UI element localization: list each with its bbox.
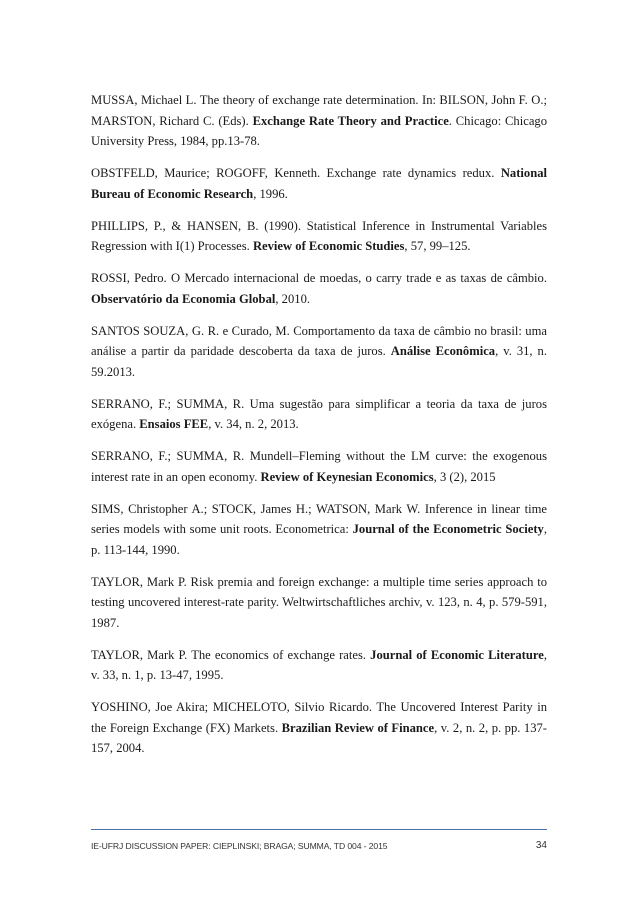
footer-divider (91, 829, 547, 830)
reference-source-title: Journal of Economic Literature (370, 647, 544, 662)
reference-source-title: Observatório da Economia Global (91, 291, 276, 306)
reference-text: , v. 2, n. 2, p. pp. 137-157, 2004. (91, 720, 547, 755)
reference-source-title: Ensaios FEE (139, 417, 209, 431)
reference-entry (91, 394, 547, 435)
reference-text: , v. 33, n. 1, p. 13-47, 1995. (91, 647, 547, 682)
reference-text: OBSTFELD, Maurice; ROGOFF, Kenneth. Exchange rate dynamics redux. (91, 166, 501, 180)
reference-source-title: National Bureau of Economic Research (91, 166, 547, 201)
reference-text: SIMS, Christopher A.; STOCK, James H.; WATSON, Mark W. Inference in linear time series models with some unit roots. Econometrica: (91, 501, 547, 536)
reference-text: , 2010. (275, 291, 311, 306)
reference-text: , 57, 99–125. (404, 239, 471, 253)
reference-source-title: Review of Economic Studies (252, 239, 405, 253)
reference-entry (91, 321, 547, 383)
reference-text: SERRANO, F.; SUMMA, R. Mundell–Fleming without the LM curve: the exogenous interest rate in an open economy. (91, 449, 547, 484)
reference-entry (91, 499, 547, 561)
reference-text: , 1996. (253, 186, 288, 201)
reference-text: ROSSI, Pedro. O Mercado internacional de moedas, o carry trade e as taxas de câmbio. (91, 271, 547, 285)
reference-source-title: Exchange Rate Theory and Practice (252, 113, 449, 128)
reference-entry (91, 572, 547, 634)
reference-text: MUSSA, Michael L. The theory of exchange rate determination. In: BILSON, John F. O.; MARSTON, Richard C. (Eds). (91, 93, 547, 128)
reference-entry (91, 446, 547, 487)
reference-entry (91, 697, 547, 759)
reference-source-title: Review of Keynesian Economics (260, 469, 434, 484)
reference-text: TAYLOR, Mark P. The economics of exchange rates. (91, 647, 371, 662)
reference-entry (91, 163, 547, 204)
reference-source-title: Brazilian Review of Finance (281, 720, 435, 735)
reference-list (91, 90, 547, 770)
reference-text: SANTOS SOUZA, G. R. e Curado, M. Comportamento da taxa de câmbio no brasil: uma análise a partir da paridade descoberta da taxa de juros. (91, 323, 547, 358)
reference-text: . Chicago: Chicago University Press, 1984, pp.13-78. (91, 113, 548, 148)
reference-text: , 3 (2), 2015 (433, 469, 496, 484)
reference-text: , v. 34, n. 2, 2013. (208, 417, 299, 431)
reference-entry (91, 216, 547, 257)
reference-entry (91, 268, 547, 309)
reference-entry (91, 90, 547, 152)
page-number: 34 (535, 840, 547, 851)
reference-text: PHILLIPS, P., & HANSEN, B. (1990). Statistical Inference in Instrumental Variables Regression with I(1) Processes. (91, 218, 547, 253)
reference-text: SERRANO, F.; SUMMA, R. Uma sugestão para simplificar a teoria da taxa de juros exógena. (91, 396, 547, 431)
reference-text: , v. 31, n. 59.2013. (91, 344, 547, 379)
reference-text: YOSHINO, Joe Akira; MICHELOTO, Silvio Ricardo. The Uncovered Interest Parity in the Foreign Exchange (FX) Markets. (91, 700, 547, 735)
reference-source-title: Journal of the Econometric Society (352, 522, 544, 536)
reference-text: TAYLOR, Mark P. Risk premia and foreign exchange: a multiple time series approach to testing uncovered interest-rate parity. Weltwirtschaftliches archiv, v. 123, n. 4, p. 579-591, 1987. (91, 574, 547, 630)
reference-source-title: Análise Econômica (390, 344, 496, 358)
reference-text: , p. 113-144, 1990. (91, 522, 548, 557)
reference-entry (91, 645, 547, 686)
footer-text: IE-UFRJ DISCUSSION PAPER: CIEPLINSKI; BRAGA; SUMMA, TD 004 - 2015 (91, 841, 388, 851)
